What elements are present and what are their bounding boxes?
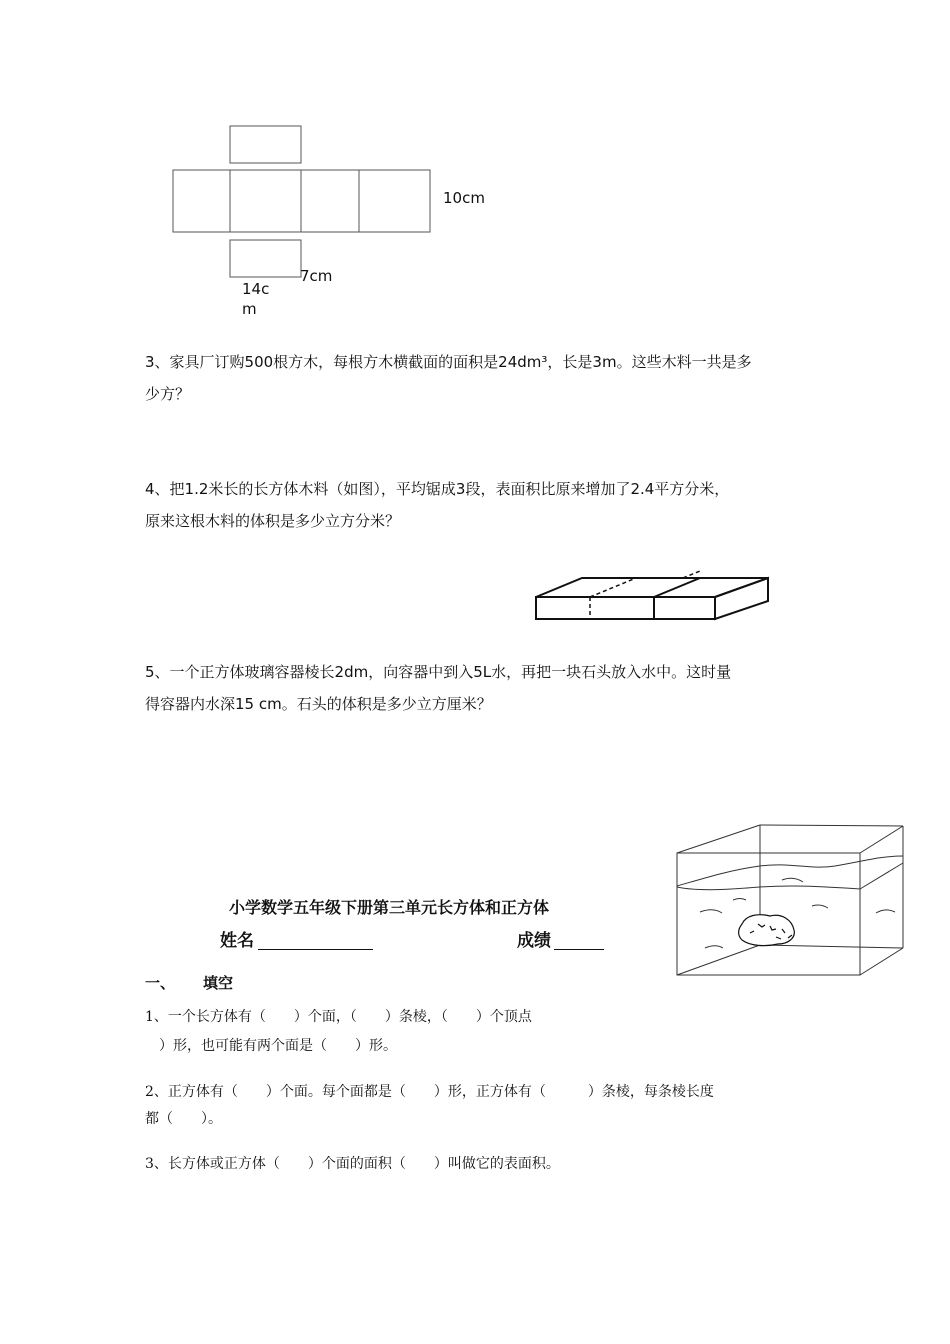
q5-line1: 5、一个正方体玻璃容器棱长2dm，向容器中到入5L水，再把一块石头放入水中。这时量 [145,663,732,681]
fill3-line1: 3、长方体或正方体（ ）个面的面积（ ）叫做它的表面积。 [145,1156,560,1172]
net-label-length-line1: 14c [242,280,270,298]
net-label-height: 10cm [443,189,485,207]
score-label: 成绩 [517,931,551,951]
fill2-line1: 2、正方体有（ ）个面。每个面都是（ ）形，正方体有（ ）条棱，每条棱长度 [145,1084,714,1100]
fill1-line2: ）形，也可能有两个面是（ ）形。 [145,1038,397,1054]
net-label-length-line2: m [242,300,257,318]
worksheet-title: 小学数学五年级下册第三单元长方体和正方体 [229,898,550,917]
q5-line2: 得容器内水深15 cm。石头的体积是多少立方厘米？ [145,695,492,713]
net-label-width: 7cm [300,267,333,285]
q4-line1: 4、把1.2米长的长方体木料（如图），平均锯成3段，表面积比原来增加了2.4平方分米， [145,480,730,498]
name-label: 姓名 [220,931,254,951]
part1-number: 一、 [145,974,176,992]
fill1-line1: 1、一个长方体有（ ）个面，（ ）条棱，（ ）个顶点 [145,1009,532,1025]
q3-line2: 少方？ [145,385,191,403]
fill2-line2: 都（ ）。 [145,1111,222,1127]
q4-line2: 原来这根木料的体积是多少立方分米？ [145,512,401,530]
q3-line1: 3、家具厂订购500根方木，每根方木横截面的面积是24dm³，长是3m。这些木料一共是多 [145,353,752,371]
part1-title: 填空 [203,974,234,992]
stone [739,915,795,946]
